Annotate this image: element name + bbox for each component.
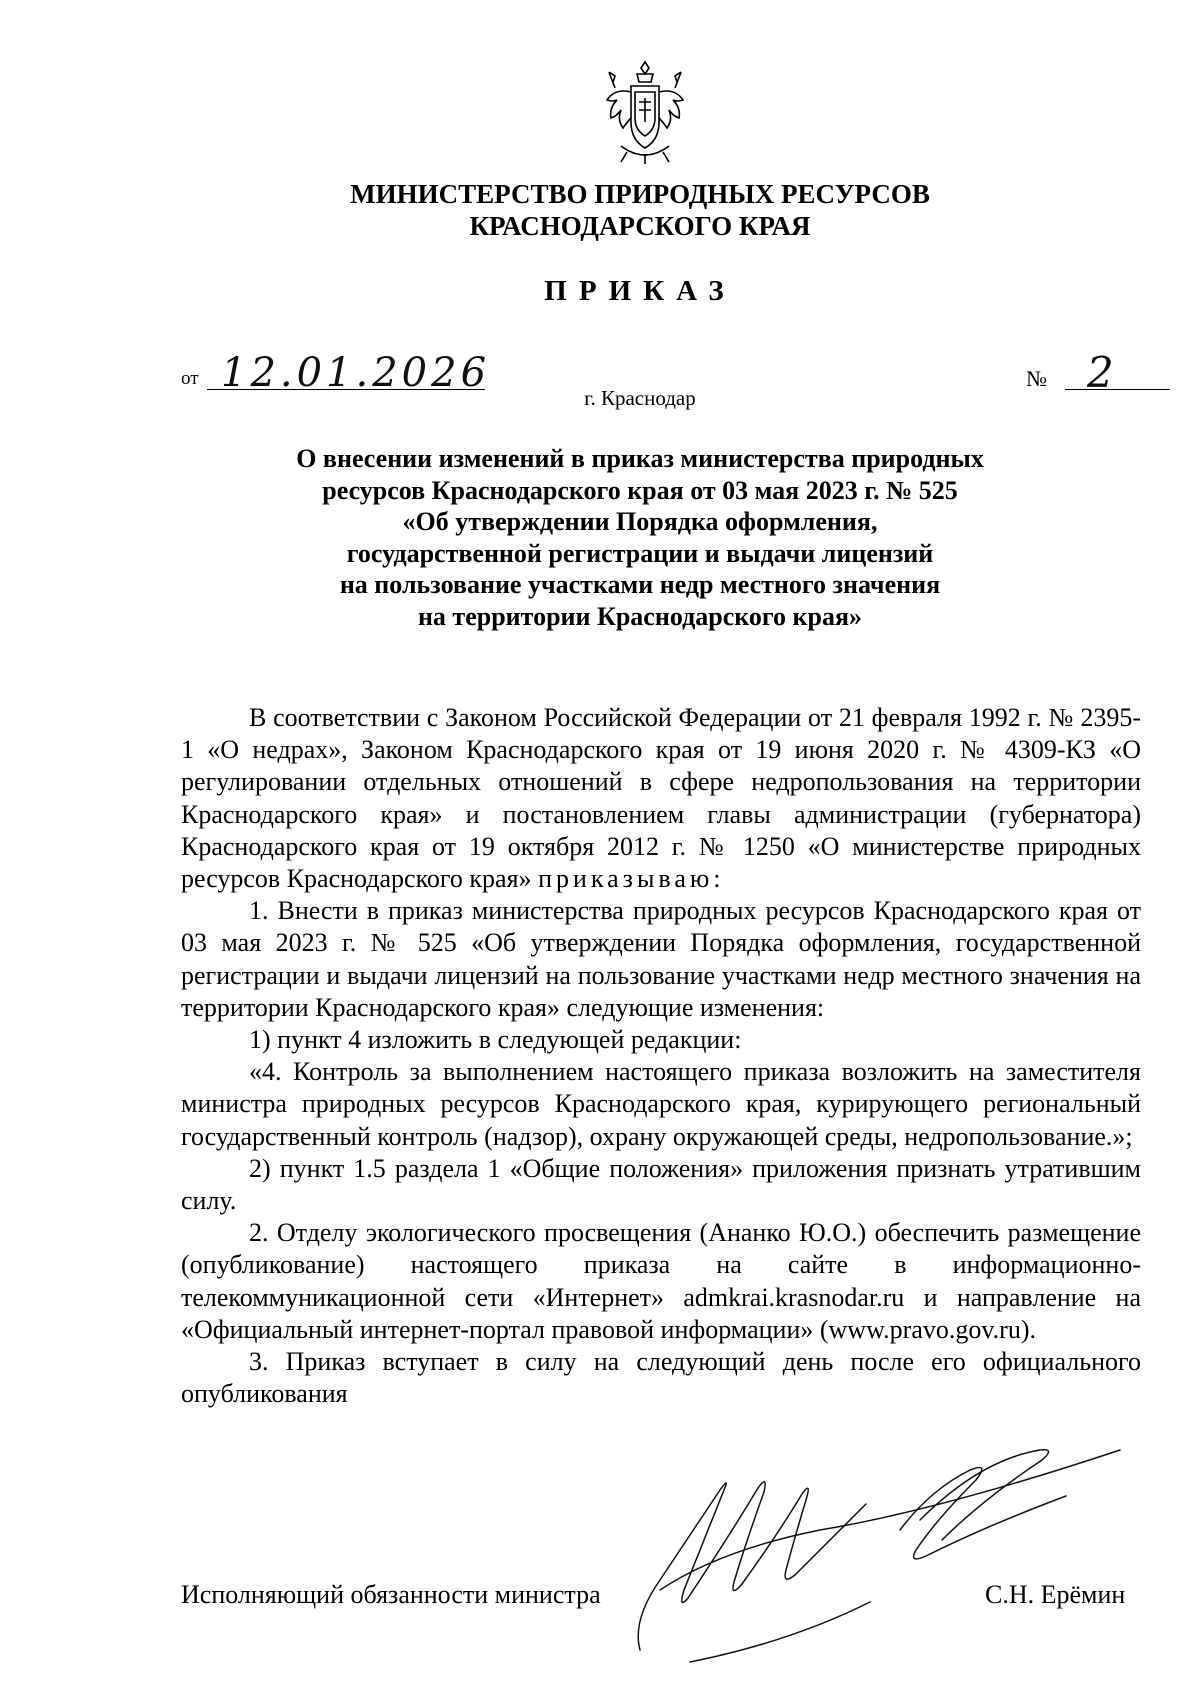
handwritten-date: 12.01.2026	[221, 350, 491, 396]
preamble-text: В соответствии с Законом Российской Федерации от 21 февраля 1992 г. № 2395-1 «О недрах», Законом Краснодарского края от 19 июня 2020 г. № 4309-КЗ «О регулировании отдельных отношений в сфере недропользования на территории Краснодарского края» и постановлением главы администрации (губернатора) Краснодарского края от 19 октября 2012 г. № 1250 «О министерстве природных ресурсов Краснодарского края»	[181, 703, 1141, 894]
handwritten-signature	[600, 1440, 1160, 1670]
item-3-paragraph: 3. Приказ вступает в силу на следующий день после его официального опубликования	[181, 1347, 1141, 1409]
subject-line: «Об утверждении Порядка оформления,	[402, 507, 878, 536]
item-1-2-paragraph: 2) пункт 1.5 раздела 1 «Общие положения» приложения признать утратившим силу.	[181, 1153, 1141, 1216]
signer-position: Исполняющий обязанности министра	[181, 1580, 601, 1609]
signer-name: С.Н. Ерёмин	[985, 1580, 1126, 1609]
subject-line: государственной регистрации и выдачи лицензий	[346, 538, 934, 568]
document-type-title: ПРИКАЗ	[544, 275, 736, 307]
order-body	[181, 702, 1141, 1410]
item-1-1-paragraph: 1) пункт 4 изложить в следующей редакции:	[249, 1025, 742, 1055]
subject-line: на территории Краснодарского края»	[417, 601, 863, 631]
ministry-name	[240, 178, 1040, 242]
subject-line: на пользование участками недр местного значения	[339, 570, 941, 599]
order-keyword: приказываю:	[538, 864, 725, 894]
handwritten-number: 2	[1087, 348, 1114, 397]
ministry-name-line2: КРАСНОДАРСКОГО КРАЯ	[469, 211, 811, 241]
coat-of-arms-emblem	[601, 58, 689, 166]
ministry-name-line1: МИНИСТЕРСТВО ПРИРОДНЫХ РЕСУРСОВ	[350, 179, 930, 209]
item-2-paragraph: 2. Отделу экологического просвещения (Ананко Ю.О.) обеспечить размещение (опубликование) настоящего приказа на сайте в информационно-телекоммуникационной сети «Интернет» admkrai.krasnodar.ru и направление на «Официальный интернет-портал правовой информации» (www.pravo.gov.ru).	[181, 1218, 1141, 1344]
date-prefix: от	[181, 368, 199, 389]
number-prefix: №	[1026, 366, 1047, 391]
city: г. Краснодар	[584, 386, 696, 410]
order-subject	[200, 443, 1080, 632]
preamble-paragraph	[181, 702, 1141, 895]
quoted-item-4-paragraph: «4. Контроль за выполнением настоящего приказа возложить на заместителя министра природных ресурсов Краснодарского края, курирующего региональный государственный контроль (надзор), охрану окружающей среды, недропользование.»;	[181, 1057, 1141, 1151]
item-1-paragraph: 1. Внести в приказ министерства природных ресурсов Краснодарского края от 03 мая 2023 г. № 525 «Об утверждении Порядка оформления, государственной регистрации и выдачи лицензий на пользование участками недр местного значения на территории Краснодарского края» следующие изменения:	[181, 896, 1141, 1022]
number-underline	[1065, 389, 1170, 390]
subject-line: О внесении изменений в приказ министерства природных	[296, 444, 984, 473]
subject-line: ресурсов Краснодарского края от 03 мая 2023 г. № 525	[322, 475, 958, 505]
